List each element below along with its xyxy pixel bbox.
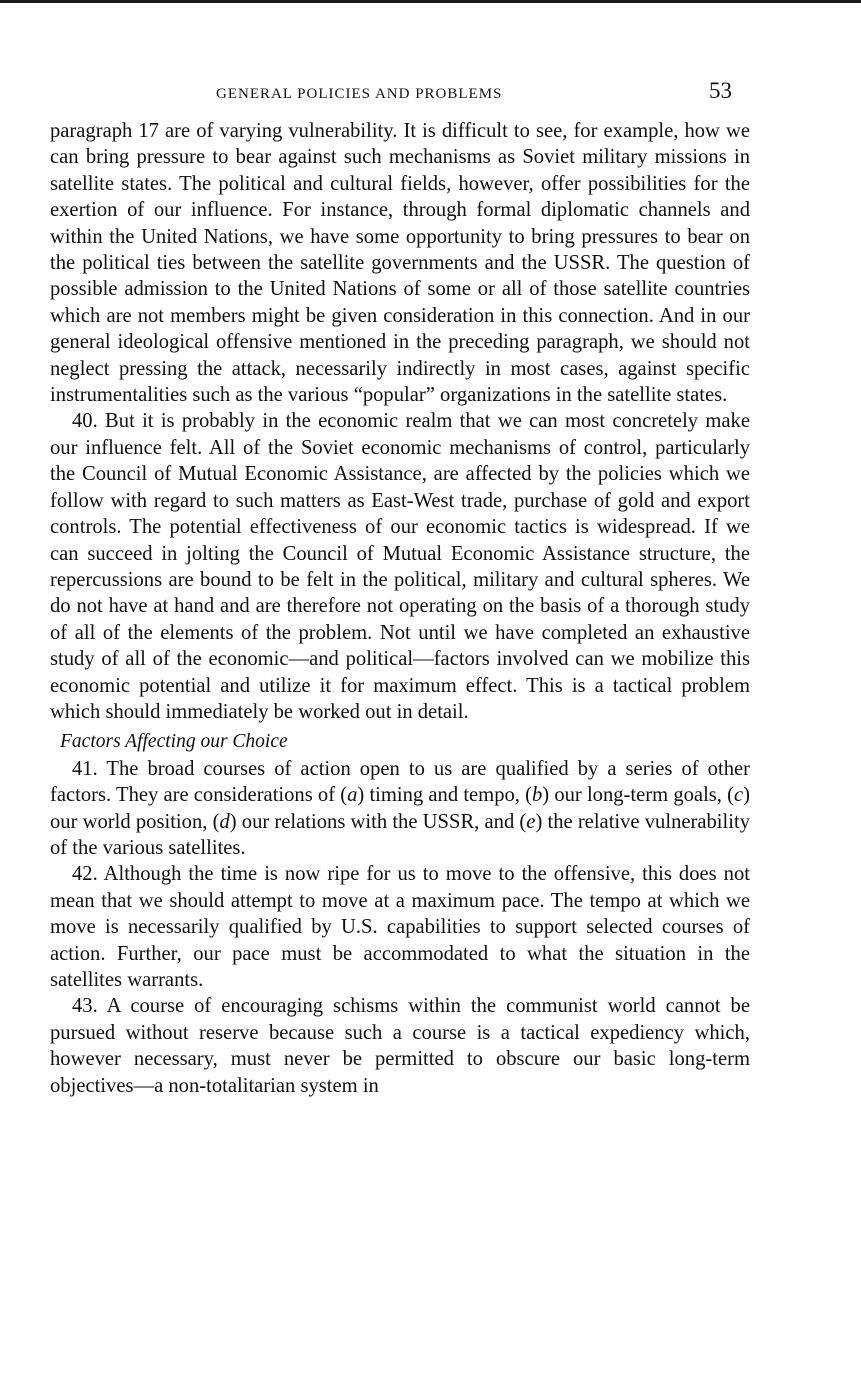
body-text [50, 118, 750, 1099]
item-letter-b: b [531, 784, 543, 807]
item-letter-d: d [219, 810, 230, 833]
running-header [50, 78, 750, 118]
running-title: GENERAL POLICIES AND PROBLEMS [216, 86, 503, 102]
paragraph-39-continuation: paragraph 17 are of varying vulnerability. It is difficult to see, for example, how we can bring pressure to bear against such mechanisms as Soviet military missions in satellite states. The political and cultural fields, however, offer possibilities for the exertion of our influence. For instance, through formal diplomatic channels and within the United Nations, we have some opportunity to bring pressures to bear on the political ties between the satellite governments and the USSR. The question of possible admission to the United Nations of some or all of those satellite countries which are not members might be given consideration in this connection. And in our general ideological offensive mentioned in the preceding paragraph, we should not neglect pressing the attack, necessarily indirectly in most cases, against specific instrumentalities such as the various “popular” organizations in the satellite states. [50, 120, 750, 407]
paragraph-43: 43. A course of encouraging schisms within the communist world cannot be pursued without reserve because such a course is a tactical expediency which, however necessary, must never be permitted to obscure our basic long-term objectives—a non-totalitarian system in [50, 995, 750, 1097]
item-letter-a: a [347, 784, 358, 807]
paragraph-41-text: ) our relations with the USSR, and ( [229, 810, 527, 833]
item-letter-c: c [734, 784, 744, 807]
page-top-edge [0, 0, 861, 3]
paragraph-41-text: ) our world position, ( [50, 784, 750, 833]
page-number: 53 [709, 78, 732, 103]
item-letter-e: e [526, 810, 536, 833]
paragraph-41 [50, 756, 750, 862]
document-page [50, 78, 750, 1099]
section-heading: Factors Affecting our Choice [60, 731, 288, 753]
paragraph-42: 42. Although the time is now ripe for us to move to the offensive, this does not mean that we should attempt to move at a maximum pace. The tempo at which we move is necessarily qualified by U.S. capabilities to support selected courses of action. Further, our pace must be accommodated to what the situation in the satellites warrants. [50, 863, 750, 991]
paragraph-40: 40. But it is probably in the economic realm that we can most concretely make our influence felt. All of the Soviet economic mechanisms of control, particularly the Council of Mutual Economic Assistance, are affected by the policies which we follow with regard to such matters as East-West trade, purchase of gold and export controls. The potential effectiveness of our economic tactics is widespread. If we can succeed in jolting the Council of Mutual Economic Assistance structure, the repercussions are bound to be felt in the political, military and cultural spheres. We do not have at hand and are therefore not operating on the basis of a thorough study of all of the elements of the problem. Not until we have completed an exhaustive study of all of the economic—and political—factors involved can we mobilize this economic potential and utilize it for maximum effect. This is a tactical problem which should immediately be worked out in detail. [50, 410, 750, 723]
paragraph-41-text: ) timing and tempo, ( [357, 784, 532, 807]
paragraph-41-text: ) our long-term goals, ( [542, 784, 734, 807]
paragraph-41-text: ) the relative vulnerability of the various satellites. [50, 810, 750, 859]
paragraph-41-text: 41. The broad courses of action open to us are qualified by a series of other factors. They are considerations of ( [50, 757, 750, 807]
